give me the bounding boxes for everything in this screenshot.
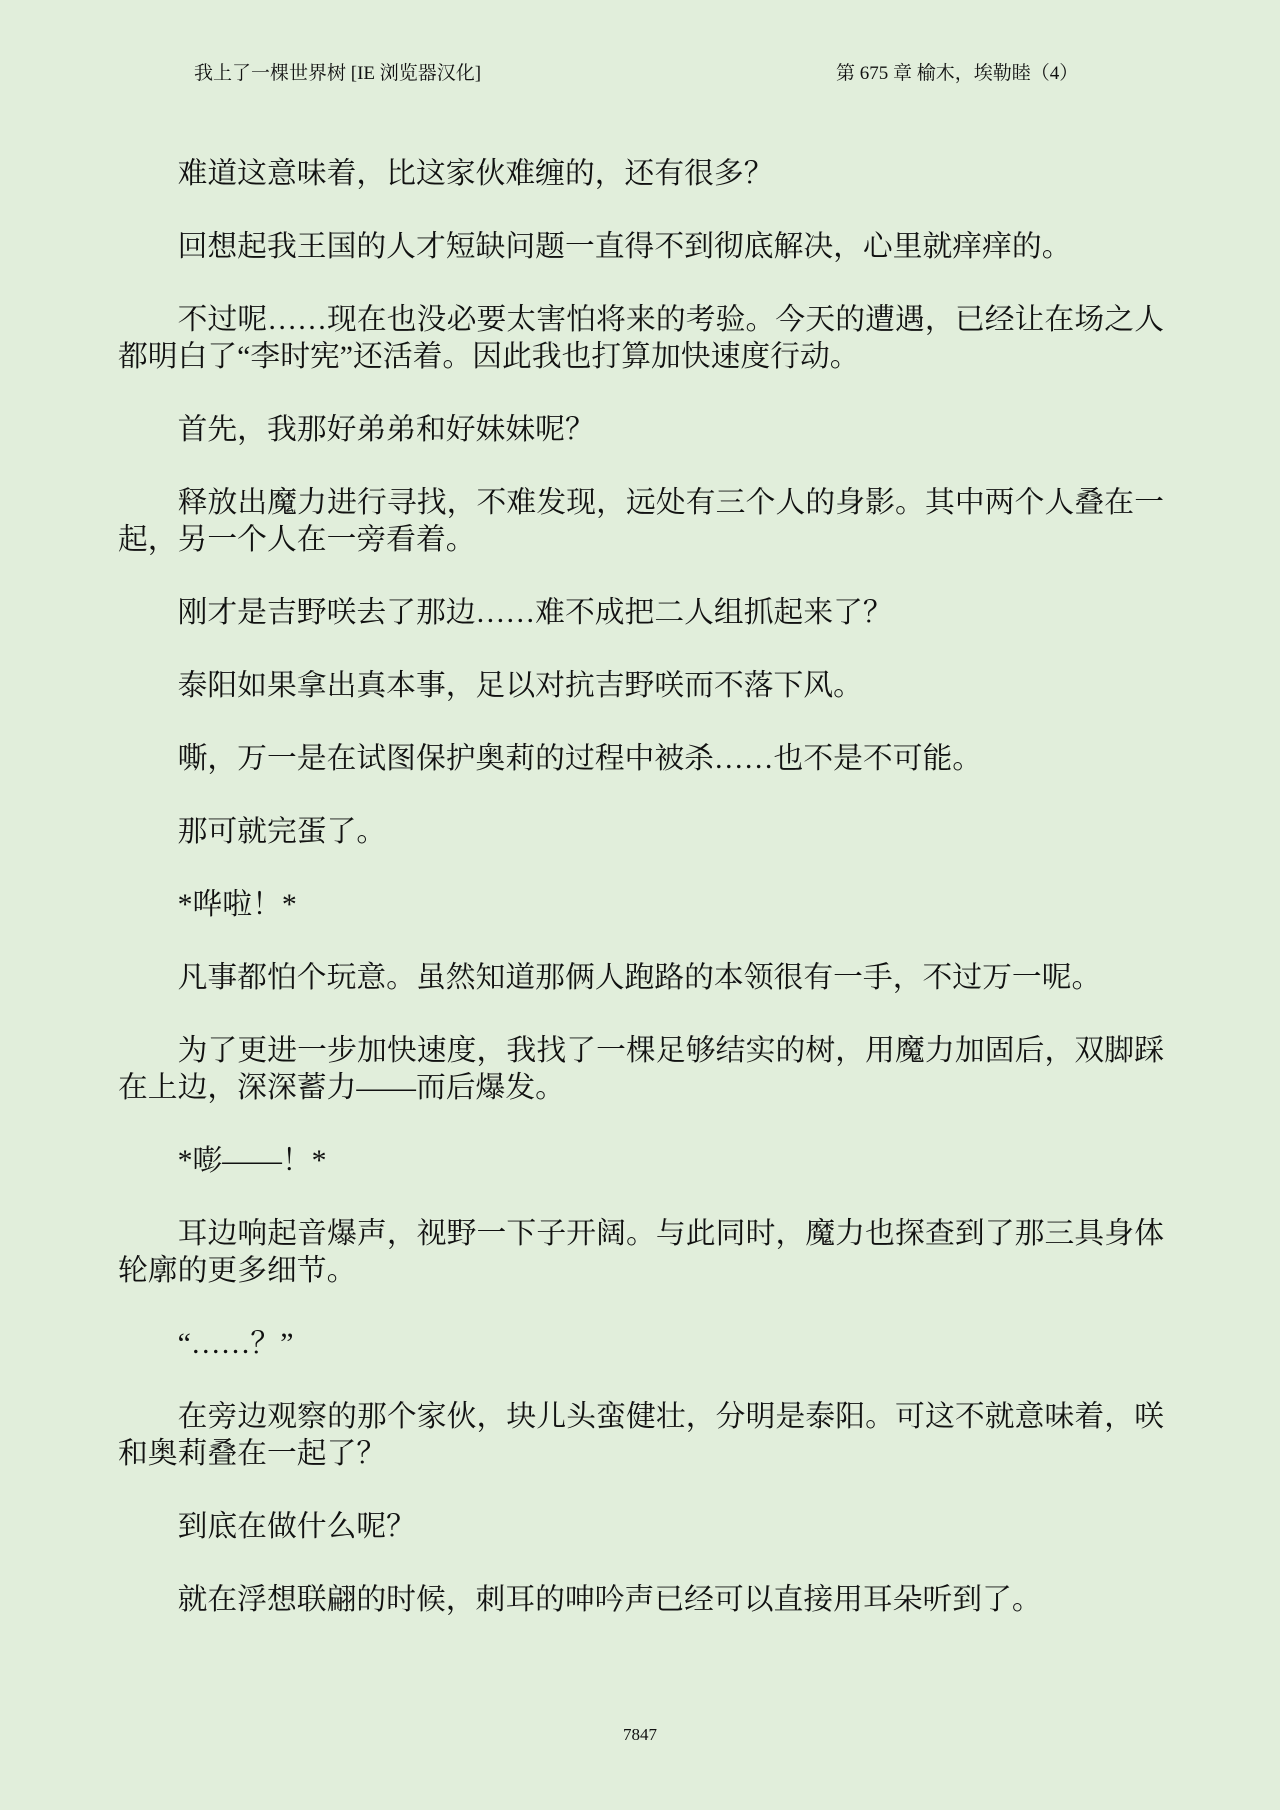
book-title: 我上了一棵世界树 [IE 浏览器汉化] [194,63,482,84]
paragraph: *嘭——！* [177,1144,327,1177]
paragraph: 那可就完蛋了。 [177,815,387,848]
paragraph: “……？” [177,1327,294,1360]
paragraph: 嘶，万一是在试图保护奥莉的过程中被杀……也不是不可能。 [177,742,983,775]
paragraph: 释放出魔力进行寻找，不难发现，远处有三个人的身影。其中两个人叠在一起，另一个人在一旁看着。 [118,486,1164,556]
paragraph: 在旁边观察的那个家伙，块儿头蛮健壮，分明是泰阳。可这不就意味着，咲和奥莉叠在一起了？ [118,1400,1164,1470]
paragraph: 不过呢……现在也没必要太害怕将来的考验。今天的遭遇，已经让在场之人都明白了“李时宪”还活着。因此我也打算加快速度行动。 [118,303,1164,373]
paragraph: 为了更进一步加快速度，我找了一棵足够结实的树，用魔力加固后，双脚踩在上边，深深蓄力——而后爆发。 [118,1034,1164,1104]
paragraph: 到底在做什么呢？ [177,1510,416,1543]
paragraph: 首先，我那好弟弟和好妹妹呢？ [177,413,595,446]
paragraph: 就在浮想联翩的时候，刺耳的呻吟声已经可以直接用耳朵听到了。 [177,1583,1042,1616]
paragraph: 回想起我王国的人才短缺问题一直得不到彻底解决，心里就痒痒的。 [177,230,1072,263]
page-number: 7847 [623,1725,657,1744]
paragraph: 耳边响起音爆声，视野一下子开阔。与此同时，魔力也探查到了那三具身体轮廓的更多细节。 [118,1217,1164,1287]
paragraph: 刚才是吉野咲去了那边……难不成把二人组抓起来了？ [177,596,893,629]
chapter-title: 第 675 章 榆木，埃勒睦（4） [836,63,1079,84]
paragraph: 凡事都怕个玩意。虽然知道那俩人跑路的本领很有一手，不过万一呢。 [177,961,1102,994]
paragraph: 难道这意味着，比这家伙难缠的，还有很多？ [177,157,774,190]
paragraph: *哗啦！* [177,888,297,921]
paragraph: 泰阳如果拿出真本事，足以对抗吉野咲而不落下风。 [177,669,863,702]
chapter-body [118,155,1164,1654]
